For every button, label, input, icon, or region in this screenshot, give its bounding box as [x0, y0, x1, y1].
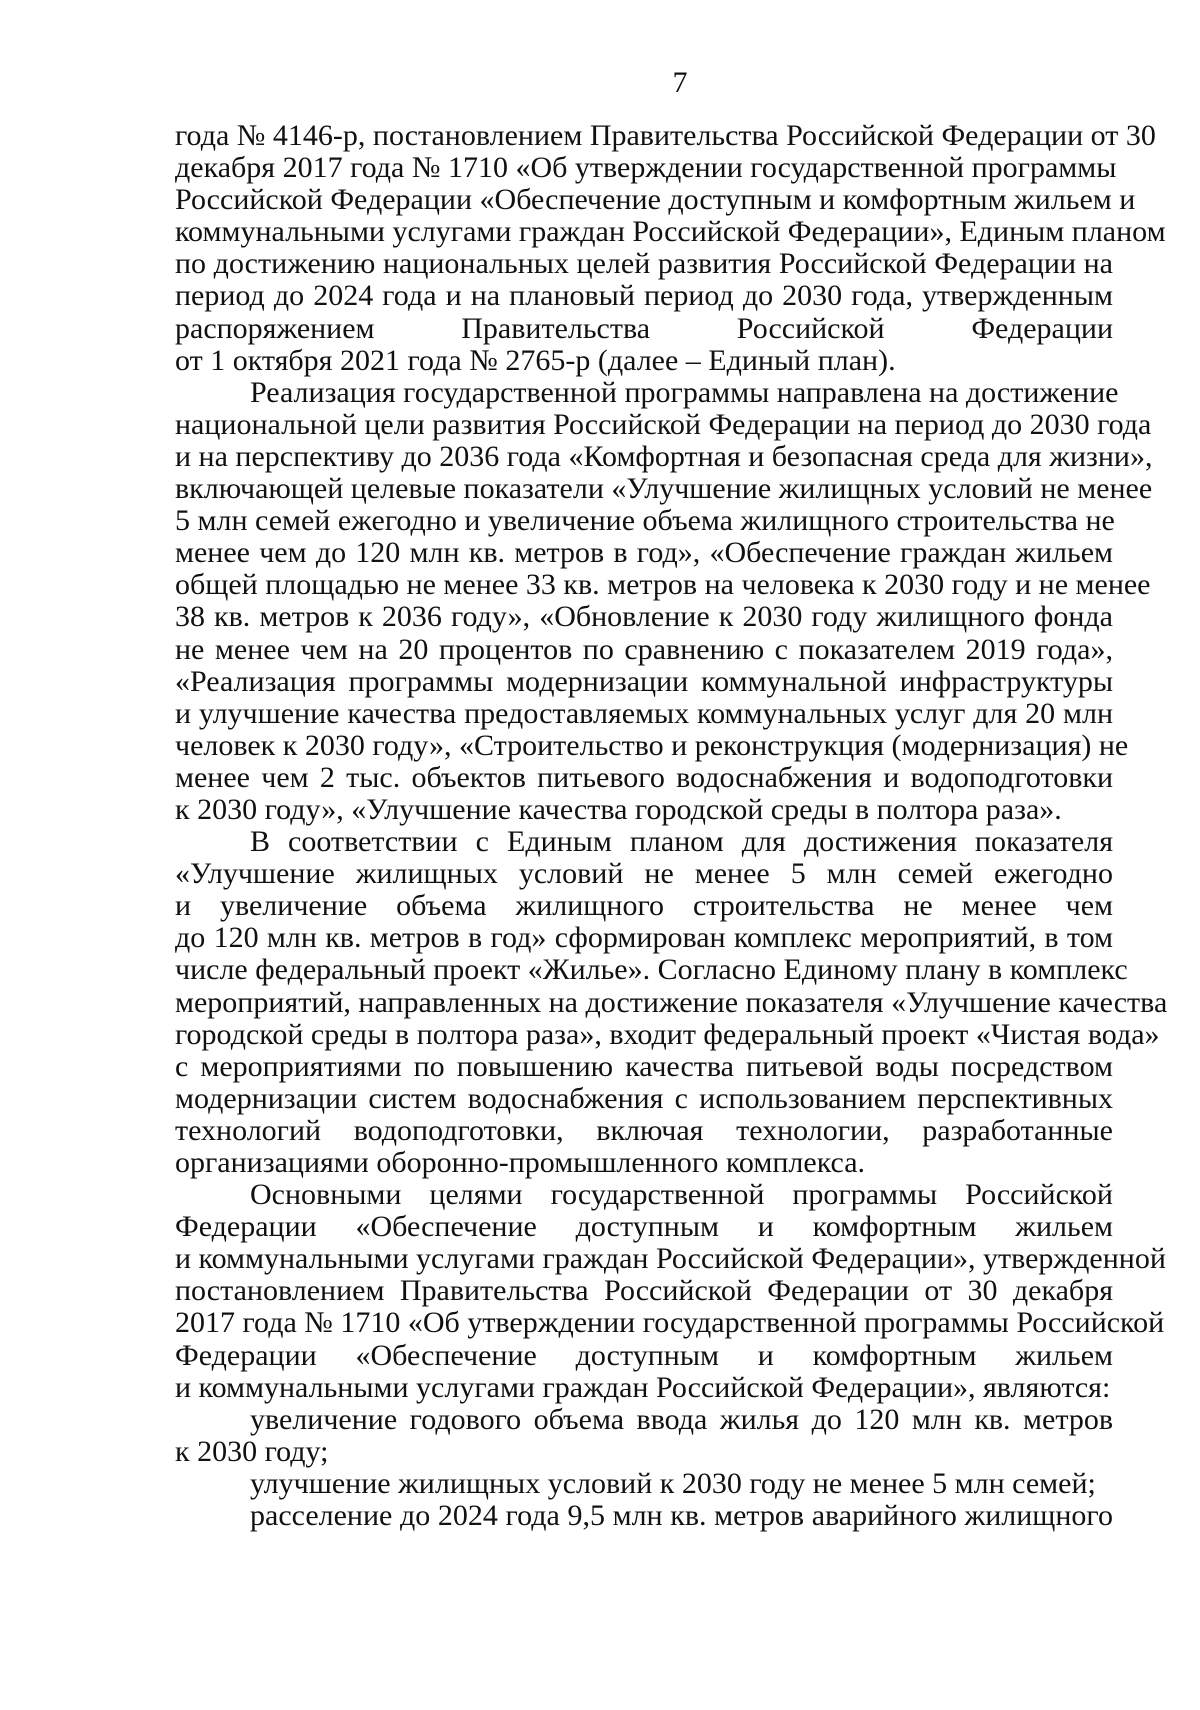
text-line: модернизации систем водоснабжения с использованием перспективных [175, 1081, 1113, 1115]
text-line: период до 2024 года и на плановый период до 2030 года, утвержденным [175, 279, 1113, 313]
paragraph [175, 375, 1153, 826]
text-line: национальной цели развития Российской Федерации на период до 2030 года [175, 407, 1152, 441]
text-line: к 2030 году; [175, 1434, 329, 1468]
text-line: и коммунальными услугами граждан Российской Федерации», утвержденной [175, 1242, 1166, 1276]
text-line: В соответствии с Единым планом для достижения показателя [250, 825, 1113, 859]
text-line: и увеличение объема жилищного строительства не менее чем [175, 889, 1113, 923]
text-line: включающей целевые показатели «Улучшение жилищных условий не менее [175, 472, 1153, 506]
text-line: 2017 года № 1710 «Об утверждении государственной программы Российской [175, 1306, 1165, 1340]
text-line: распоряжением Правительства Российской Федерации [175, 311, 1113, 345]
text-line: Федерации «Обеспечение доступным и комфортным жильем [175, 1210, 1113, 1244]
document-body [175, 119, 1168, 1533]
text-line: числе федеральный проект «Жилье». Согласно Единому плану в комплекс [175, 953, 1128, 987]
text-line: увеличение годового объема ввода жилья до 120 млн кв. метров [250, 1402, 1113, 1436]
text-line: «Улучшение жилищных условий не менее 5 млн семей ежегодно [175, 857, 1113, 891]
text-line: менее чем до 120 млн кв. метров в год», «Обеспечение граждан жильем [175, 536, 1113, 570]
text-line: «Реализация программы модернизации коммунальной инфраструктуры [175, 664, 1113, 698]
paragraph [175, 119, 1166, 377]
text-line: декабря 2017 года № 1710 «Об утверждении государственной программы [175, 151, 1117, 185]
text-line: технологий водоподготовки, включая технологии, разработанные [175, 1113, 1113, 1147]
paragraph [175, 1178, 1166, 1404]
text-line: Российской Федерации «Обеспечение доступным и комфортным жильем и [175, 183, 1136, 217]
text-line: организациями оборонно-промышленного комплекса. [175, 1146, 866, 1179]
text-line: 5 млн семей ежегодно и увеличение объема жилищного строительства не [175, 504, 1115, 538]
text-line: 38 кв. метров к 2036 году», «Обновление к 2030 году жилищного фонда [175, 600, 1113, 634]
text-line: коммунальными услугами граждан Российской Федерации», Единым планом [175, 215, 1166, 249]
text-line: постановлением Правительства Российской Федерации от 30 декабря [175, 1274, 1113, 1308]
text-line: расселение до 2024 года 9,5 млн кв. метров аварийного жилищного [250, 1499, 1113, 1533]
text-line: года № 4146-р, постановлением Правительства Российской Федерации от 30 [175, 119, 1156, 152]
text-line: городской среды в полтора раза», входит федеральный проект «Чистая вода» [175, 1017, 1160, 1051]
text-line: и коммунальными услугами граждан Российской Федерации», являются: [175, 1370, 1111, 1404]
paragraph [175, 825, 1168, 1179]
text-line: улучшение жилищных условий к 2030 году не менее 5 млн семей; [250, 1466, 1096, 1500]
text-line: менее чем 2 тыс. объектов питьевого водоснабжения и водоподготовки [175, 760, 1113, 794]
page-number: 7 [672, 66, 688, 99]
paragraph [175, 1404, 1113, 1468]
text-line: и улучшение качества предоставляемых коммунальных услуг для 20 млн [175, 696, 1113, 730]
text-line: до 120 млн кв. метров в год» сформирован комплекс мероприятий, в том [175, 921, 1113, 955]
text-line: от 1 октября 2021 года № 2765-р (далее – Единый план). [175, 343, 896, 377]
text-line: общей площадью не менее 33 кв. метров на человека к 2030 году и не менее [175, 568, 1151, 602]
text-line: Реализация государственной программы направлена на достижение [250, 375, 1119, 409]
text-line: Федерации «Обеспечение доступным и комфортным жильем [175, 1338, 1113, 1372]
paragraph [175, 1500, 1113, 1532]
text-line: к 2030 году», «Улучшение качества городской среды в полтора раза». [175, 792, 1062, 826]
text-line: и на перспективу до 2036 года «Комфортная и безопасная среда для жизни», [175, 439, 1153, 473]
text-line: человек к 2030 году», «Строительство и реконструкция (модернизация) не [175, 728, 1129, 762]
text-line: не менее чем на 20 процентов по сравнению с показателем 2019 года», [175, 632, 1113, 666]
paragraph [175, 1468, 1113, 1500]
text-line: по достижению национальных целей развития Российской Федерации на [175, 247, 1113, 281]
text-line: Основными целями государственной программы Российской [250, 1178, 1113, 1212]
text-line: мероприятий, направленных на достижение показателя «Улучшение качества [175, 985, 1168, 1019]
text-line: с мероприятиями по повышению качества питьевой воды посредством [175, 1049, 1113, 1083]
